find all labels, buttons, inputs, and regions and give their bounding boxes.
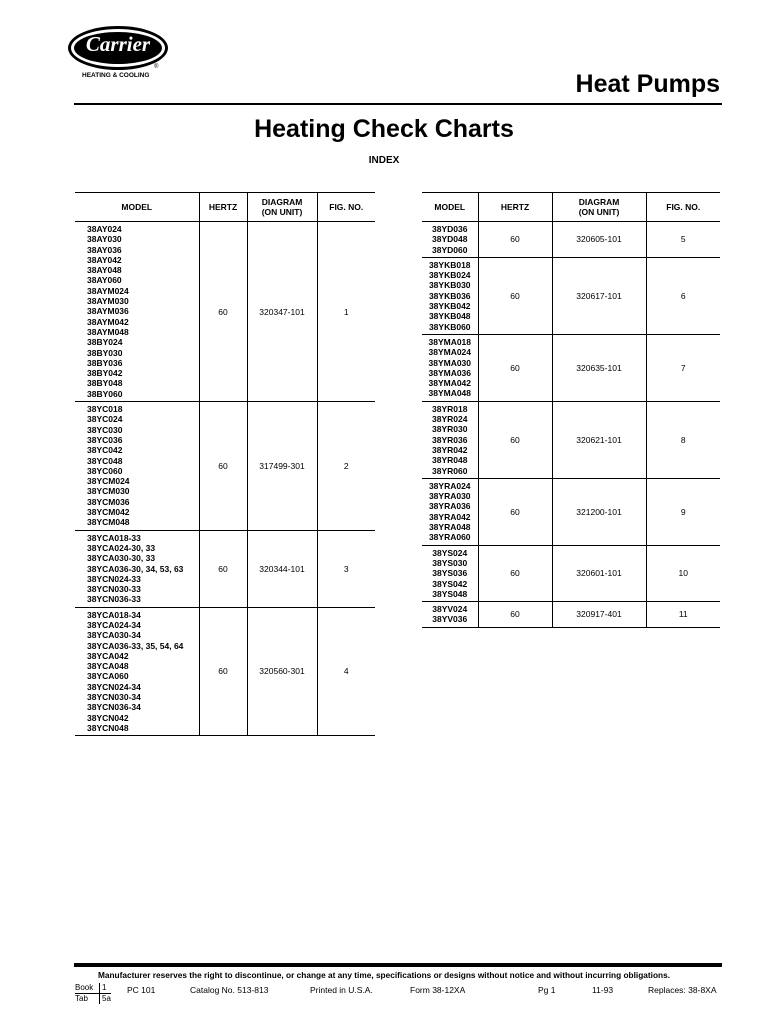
model-number: 38YCN030-34 xyxy=(87,692,141,703)
footer-date: 11-93 xyxy=(592,985,614,995)
model-list xyxy=(422,334,478,401)
model-number: 38YS030 xyxy=(432,557,468,568)
hertz-cell: 60 xyxy=(478,545,552,601)
model-number: 38AY036 xyxy=(87,244,122,255)
model-list xyxy=(422,401,478,478)
model-number: 38YCA042 xyxy=(87,650,129,661)
diagram-cell: 321200-101 xyxy=(552,478,646,545)
model-number: 38YMA042 xyxy=(428,378,472,389)
header-model: MODEL xyxy=(75,193,199,222)
model-number: 38YV036 xyxy=(432,614,468,625)
index-table-left xyxy=(75,192,375,736)
fig-number-cell: 1 xyxy=(317,222,375,402)
model-list xyxy=(75,607,199,736)
model-number: 38YKB042 xyxy=(428,301,471,312)
footer-catalog: Catalog No. 513-813 xyxy=(190,985,269,995)
product-line-title: Heat Pumps xyxy=(575,70,720,98)
bottom-rule xyxy=(74,963,722,967)
header-diagram-text: DIAGRAM (ON UNIT) xyxy=(578,197,620,217)
model-number: 38YRA036 xyxy=(428,501,471,512)
model-number: 38YR036 xyxy=(432,434,468,445)
model-number: 38AYM042 xyxy=(87,316,129,327)
fig-number-cell: 3 xyxy=(317,530,375,607)
model-number: 38YCA030-30, 33 xyxy=(87,553,156,564)
fig-number-cell: 7 xyxy=(646,334,720,401)
model-number: 38YKB060 xyxy=(428,321,471,332)
footer-printed: Printed in U.S.A. xyxy=(310,985,373,995)
header-hertz: HERTZ xyxy=(199,193,247,222)
model-number: 38BY030 xyxy=(87,347,123,358)
model-number: 38YD036 xyxy=(432,224,468,234)
table-row xyxy=(422,602,720,628)
model-number: 38YC024 xyxy=(87,414,123,425)
header-hertz: HERTZ xyxy=(478,193,552,222)
footer-form: Form 38-12XA xyxy=(410,985,466,995)
footer-pc: PC 101 xyxy=(127,985,156,995)
model-number: 38YCN048 xyxy=(87,722,129,733)
hertz-cell: 60 xyxy=(478,222,552,258)
diagram-cell: 320344-101 xyxy=(247,530,317,607)
model-list xyxy=(422,478,478,545)
fig-number-cell: 9 xyxy=(646,478,720,545)
model-number: 38YMA036 xyxy=(428,367,472,378)
fig-number-cell: 8 xyxy=(646,401,720,478)
fig-number-cell: 5 xyxy=(646,222,720,258)
table-row xyxy=(422,222,720,258)
hertz-cell: 60 xyxy=(478,257,552,334)
model-number: 38YCA060 xyxy=(87,671,129,682)
diagram-cell: 320560-301 xyxy=(247,607,317,736)
table-row xyxy=(75,530,375,607)
model-number: 38BY060 xyxy=(87,388,123,399)
model-list xyxy=(422,257,478,334)
hertz-cell: 60 xyxy=(478,334,552,401)
model-list xyxy=(75,530,199,607)
header-fig: FIG. NO. xyxy=(317,193,375,222)
carrier-logo xyxy=(68,26,172,86)
model-number: 38YCA018-33 xyxy=(87,532,141,543)
book-tab-box xyxy=(75,983,111,1004)
model-number: 38YKB030 xyxy=(428,280,471,291)
fig-number-cell: 2 xyxy=(317,402,375,531)
model-number: 38YS024 xyxy=(432,547,468,558)
model-number: 38YCM024 xyxy=(87,476,130,487)
model-number: 38AY048 xyxy=(87,265,122,276)
index-label: INDEX xyxy=(368,155,400,166)
table-row xyxy=(75,402,375,531)
table-row xyxy=(422,257,720,334)
model-number: 38YR030 xyxy=(432,424,468,435)
table-row xyxy=(75,607,375,736)
model-number: 38YCM030 xyxy=(87,486,130,497)
model-number: 38AY024 xyxy=(87,224,122,234)
model-number: 38YCM042 xyxy=(87,507,130,518)
fig-number-cell: 6 xyxy=(646,257,720,334)
table-row xyxy=(422,401,720,478)
model-number: 38YCA036-30, 34, 53, 63 xyxy=(87,563,184,574)
table-row xyxy=(422,545,720,601)
model-number: 38YCN036-33 xyxy=(87,594,141,605)
model-list xyxy=(75,222,199,402)
diagram-cell: 320621-101 xyxy=(552,401,646,478)
model-number: 38YS048 xyxy=(432,588,468,599)
table-row xyxy=(422,478,720,545)
header-diagram xyxy=(552,193,646,222)
model-list xyxy=(422,602,478,628)
model-number: 38AY030 xyxy=(87,234,122,245)
model-number: 38YKB024 xyxy=(428,270,471,281)
model-number: 38YKB048 xyxy=(428,311,471,322)
page-title: Heating Check Charts xyxy=(254,115,514,143)
model-number: 38YCN024-34 xyxy=(87,681,141,692)
model-number: 38YCA024-34 xyxy=(87,619,141,630)
model-number: 38YC018 xyxy=(87,404,123,415)
disclaimer: Manufacturer reserves the right to discontinue, or change at any time, specifications or designs without notice and without incurring obligations. xyxy=(97,970,671,980)
model-number: 38YR024 xyxy=(432,414,468,425)
model-number: 38YRA042 xyxy=(428,511,471,522)
model-number: 38YC030 xyxy=(87,424,123,435)
model-number: 38YCA030-34 xyxy=(87,630,141,641)
header-diagram xyxy=(247,193,317,222)
model-number: 38YCA024-30, 33 xyxy=(87,542,156,553)
model-number: 38YR060 xyxy=(432,465,468,476)
model-number: 38AYM030 xyxy=(87,296,129,307)
model-number: 38YMA030 xyxy=(428,357,472,368)
diagram-cell: 320605-101 xyxy=(552,222,646,258)
model-number: 38YKB018 xyxy=(428,259,471,270)
footer-page: Pg 1 xyxy=(538,985,556,995)
registered-mark: ® xyxy=(154,64,159,70)
model-number: 38YC048 xyxy=(87,455,123,466)
model-number: 38YMA024 xyxy=(428,347,472,358)
table-row xyxy=(75,222,375,402)
diagram-cell: 320917-401 xyxy=(552,602,646,628)
model-number: 38YC060 xyxy=(87,465,123,476)
model-number: 38YRA048 xyxy=(428,522,471,533)
hertz-cell: 60 xyxy=(199,222,247,402)
diagram-cell: 320635-101 xyxy=(552,334,646,401)
model-number: 38YCA036-33, 35, 54, 64 xyxy=(87,640,184,651)
top-rule xyxy=(74,103,722,105)
model-number: 38AY042 xyxy=(87,254,122,265)
model-list xyxy=(75,402,199,531)
fig-number-cell: 10 xyxy=(646,545,720,601)
model-number: 38YCM036 xyxy=(87,496,130,507)
book-value: 1 xyxy=(99,983,106,993)
right-table-body xyxy=(422,222,720,628)
model-number: 38YCN030-33 xyxy=(87,584,141,595)
book-label: Book xyxy=(75,983,94,992)
model-number: 38AYM036 xyxy=(87,306,129,317)
model-number: 38YCA048 xyxy=(87,661,129,672)
model-number: 38YCM048 xyxy=(87,517,130,528)
tab-value: 5a xyxy=(99,994,111,1004)
hertz-cell: 60 xyxy=(199,402,247,531)
diagram-cell: 320347-101 xyxy=(247,222,317,402)
fig-number-cell: 4 xyxy=(317,607,375,736)
logo-tagline: HEATING & COOLING xyxy=(82,72,150,79)
model-number: 38BY048 xyxy=(87,378,123,389)
model-number: 38BY036 xyxy=(87,357,123,368)
model-number: 38BY024 xyxy=(87,337,123,348)
model-number: 38YC036 xyxy=(87,434,123,445)
diagram-cell: 320601-101 xyxy=(552,545,646,601)
hertz-cell: 60 xyxy=(478,401,552,478)
model-number: 38YKB036 xyxy=(428,290,471,301)
model-number: 38YS042 xyxy=(432,578,468,589)
model-number: 38YD060 xyxy=(432,244,468,255)
index-table-right xyxy=(422,192,720,628)
model-number: 38AYM024 xyxy=(87,285,129,296)
tab-label: Tab xyxy=(75,994,88,1003)
model-number: 38YD048 xyxy=(432,234,468,245)
model-number: 38YMA018 xyxy=(428,336,472,347)
model-number: 38YCN042 xyxy=(87,712,129,723)
model-number: 38YRA060 xyxy=(428,532,471,543)
model-number: 38YRA030 xyxy=(428,491,471,502)
footer-replaces: Replaces: 38-8XA xyxy=(648,985,717,995)
diagram-cell: 317499-301 xyxy=(247,402,317,531)
table-row xyxy=(422,334,720,401)
hertz-cell: 60 xyxy=(478,478,552,545)
logo-wordmark: Carrier xyxy=(85,32,151,56)
hertz-cell: 60 xyxy=(478,602,552,628)
model-number: 38YCN036-34 xyxy=(87,702,141,713)
model-number: 38YMA048 xyxy=(428,388,472,399)
model-number: 38AYM048 xyxy=(87,326,129,337)
model-number: 38YR018 xyxy=(432,403,468,414)
model-number: 38YC042 xyxy=(87,445,123,456)
model-list xyxy=(422,222,478,258)
left-table-body xyxy=(75,222,375,736)
model-number: 38YCN024-33 xyxy=(87,573,141,584)
model-number: 38YS036 xyxy=(432,568,468,579)
hertz-cell: 60 xyxy=(199,607,247,736)
model-number: 38BY042 xyxy=(87,368,123,379)
model-number: 38YR042 xyxy=(432,444,468,455)
fig-number-cell: 11 xyxy=(646,602,720,628)
header-diagram-text: DIAGRAM (ON UNIT) xyxy=(261,197,303,217)
model-list xyxy=(422,545,478,601)
model-number: 38YCA018-34 xyxy=(87,609,141,620)
hertz-cell: 60 xyxy=(199,530,247,607)
header-model: MODEL xyxy=(422,193,478,222)
model-number: 38YR048 xyxy=(432,455,468,466)
model-number: 38YRA024 xyxy=(428,480,471,491)
header-fig: FIG. NO. xyxy=(646,193,720,222)
model-number: 38AY060 xyxy=(87,275,122,286)
model-number: 38YV024 xyxy=(432,604,468,615)
diagram-cell: 320617-101 xyxy=(552,257,646,334)
